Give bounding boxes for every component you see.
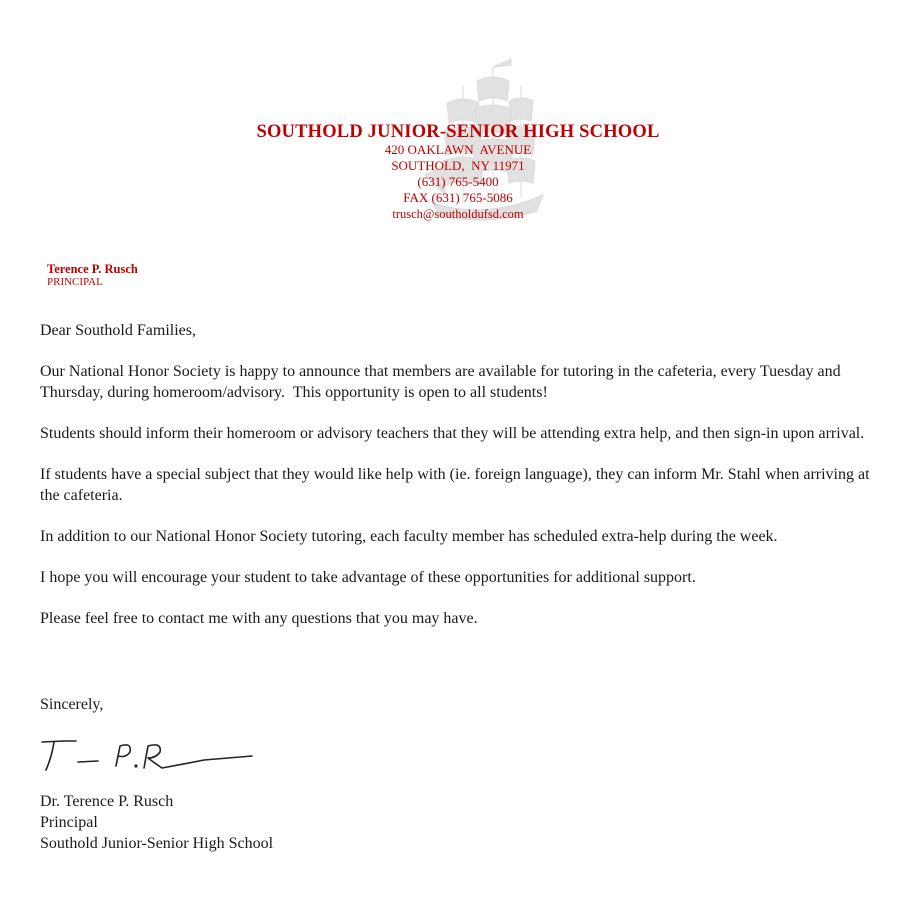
paragraph-tutoring: Our National Honor Society is happy to announce that members are available for tutoring in the cafeteria, every Tuesday and Thursday, during homeroom/advisory. This opportunity is open to all students! (40, 363, 845, 401)
letterhead (0, 0, 912, 240)
signer-name: Dr. Terence P. Rusch (40, 793, 174, 810)
principal-title: PRINCIPAL (47, 276, 103, 288)
closing: Sincerely, (40, 696, 104, 713)
address-line-1: 420 OAKLAWN AVENUE (384, 142, 532, 157)
signature-block (40, 791, 273, 854)
school-name: SOUTHOLD JUNIOR-SENIOR HIGH SCHOOL (256, 122, 660, 142)
fax-number: FAX (631) 765-5086 (403, 190, 513, 205)
signature-image (34, 728, 259, 780)
phone-number: (631) 765-5400 (417, 174, 499, 189)
paragraph-faculty-help: In addition to our National Honor Society tutoring, each faculty member has scheduled extra-help during the week. (40, 528, 778, 545)
salutation: Dear Southold Families, (40, 322, 196, 339)
principal-name: Terence P. Rusch (47, 262, 138, 276)
letter-body (40, 320, 885, 649)
letterhead-text (0, 122, 912, 222)
paragraph-contact: Please feel free to contact me with any questions that you may have. (40, 610, 478, 627)
principal-block (47, 262, 138, 289)
signer-title: Principal (40, 814, 98, 831)
address-line-2: SOUTHOLD, NY 11971 (391, 158, 525, 173)
signer-school: Southold Junior-Senior High School (40, 835, 274, 852)
paragraph-sign-in: Students should inform their homeroom or advisory teachers that they will be attending extra help, and then sign-in upon arrival. (40, 425, 865, 442)
paragraph-special-subject: If students have a special subject that they would like help with (ie. foreign language), they can inform Mr. Stahl when arriving at the cafeteria. (40, 466, 870, 504)
paragraph-encourage: I hope you will encourage your student to take advantage of these opportunities for additional support. (40, 569, 696, 586)
email-address: trusch@southoldufsd.com (392, 207, 524, 221)
